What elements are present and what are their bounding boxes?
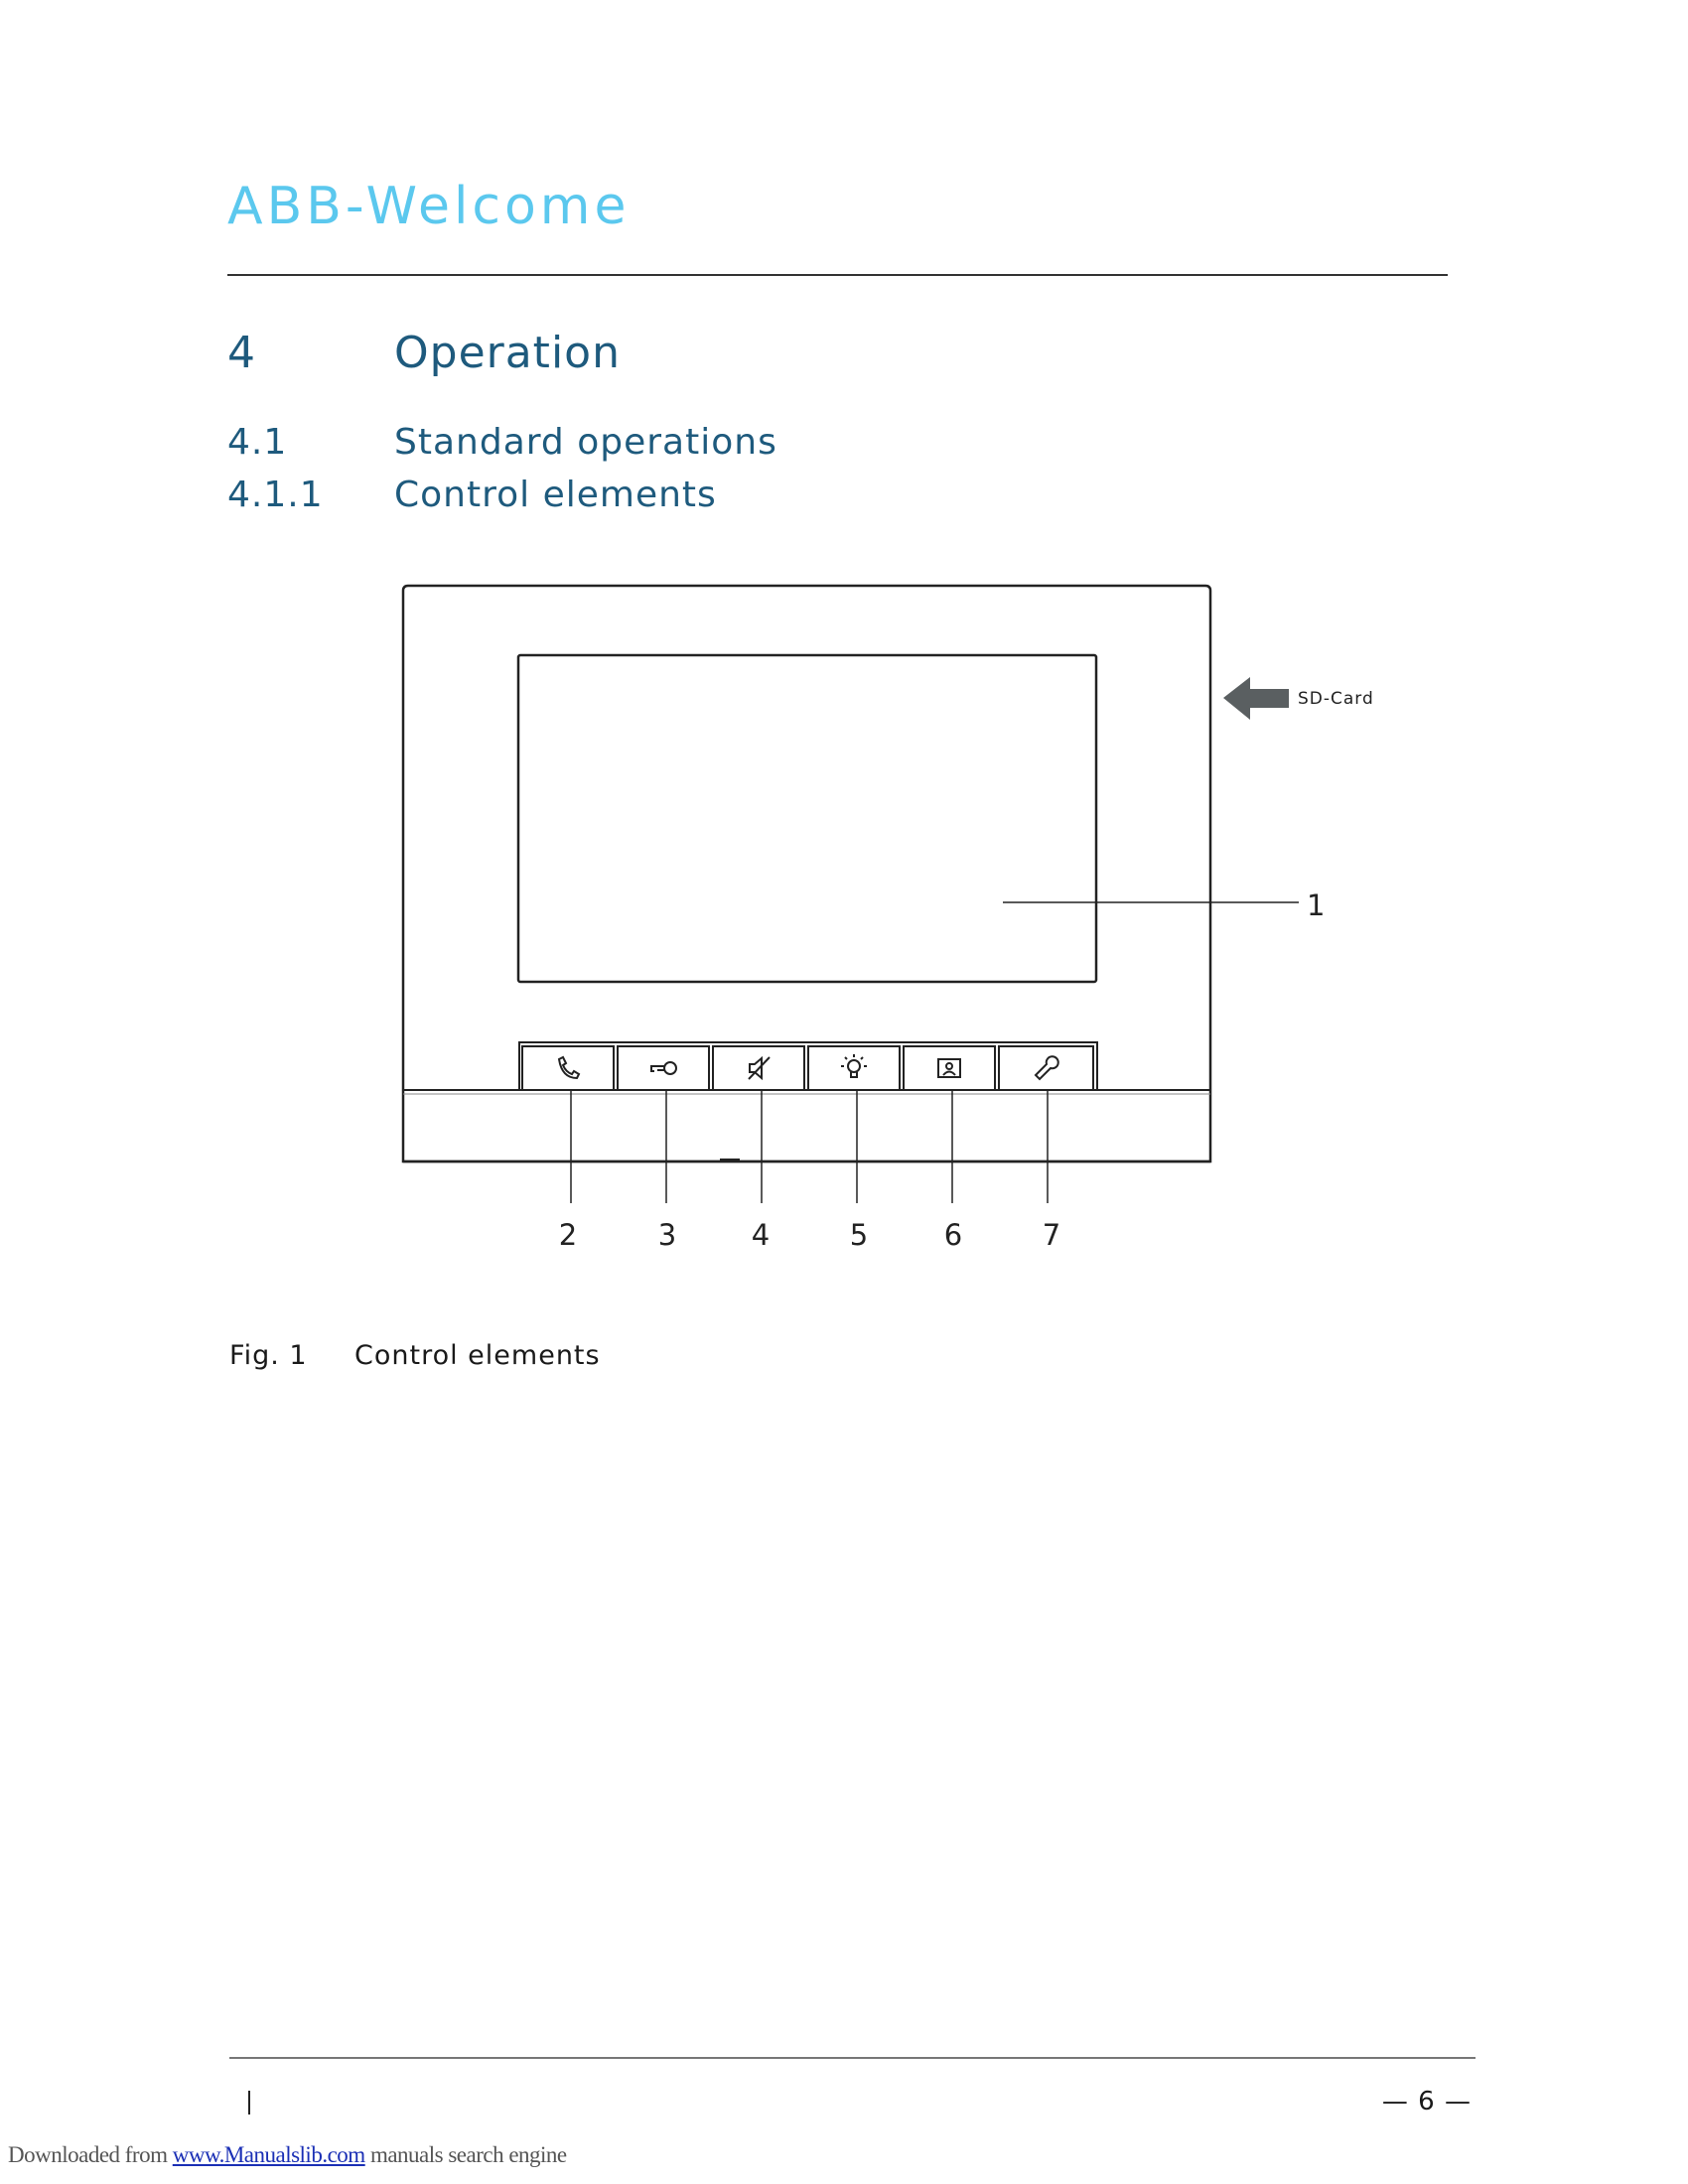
callout-number-7: 7 xyxy=(1042,1218,1061,1252)
figure-caption-text: Control elements xyxy=(354,1340,601,1371)
device-screen xyxy=(518,655,1096,982)
sd-card-label: SD-Card xyxy=(1298,689,1374,709)
source-suffix: manuals search engine xyxy=(364,2142,567,2167)
figure-caption-number: Fig. 1 xyxy=(229,1340,308,1371)
heading-number-4-1: 4.1 xyxy=(227,422,288,463)
button-light[interactable] xyxy=(808,1046,900,1090)
callout-number-5: 5 xyxy=(849,1218,869,1252)
heading-number-4-1-1: 4.1.1 xyxy=(227,475,324,515)
footer-bar-mark xyxy=(248,2091,250,2115)
source-line xyxy=(8,2142,567,2168)
callout-number-4: 4 xyxy=(751,1218,771,1252)
page-number: — 6 — xyxy=(1381,2087,1472,2116)
callout-number-6: 6 xyxy=(943,1218,963,1252)
source-prefix: Downloaded from xyxy=(8,2142,173,2167)
callout-number-2: 2 xyxy=(558,1218,578,1252)
heading-standard-operations: Standard operations xyxy=(394,422,777,463)
brand-title: ABB-Welcome xyxy=(227,177,631,236)
footer-rule xyxy=(229,2057,1476,2059)
manualslib-link[interactable]: www.Manualslib.com xyxy=(172,2142,365,2167)
sd-card-arrow-icon xyxy=(1223,677,1289,720)
heading-operation: Operation xyxy=(394,328,621,378)
callout-number-1: 1 xyxy=(1307,888,1326,922)
button-settings[interactable] xyxy=(999,1046,1093,1090)
heading-number-4: 4 xyxy=(227,328,256,378)
heading-control-elements: Control elements xyxy=(394,475,717,515)
button-phone[interactable] xyxy=(522,1046,614,1090)
callout-number-3: 3 xyxy=(657,1218,677,1252)
